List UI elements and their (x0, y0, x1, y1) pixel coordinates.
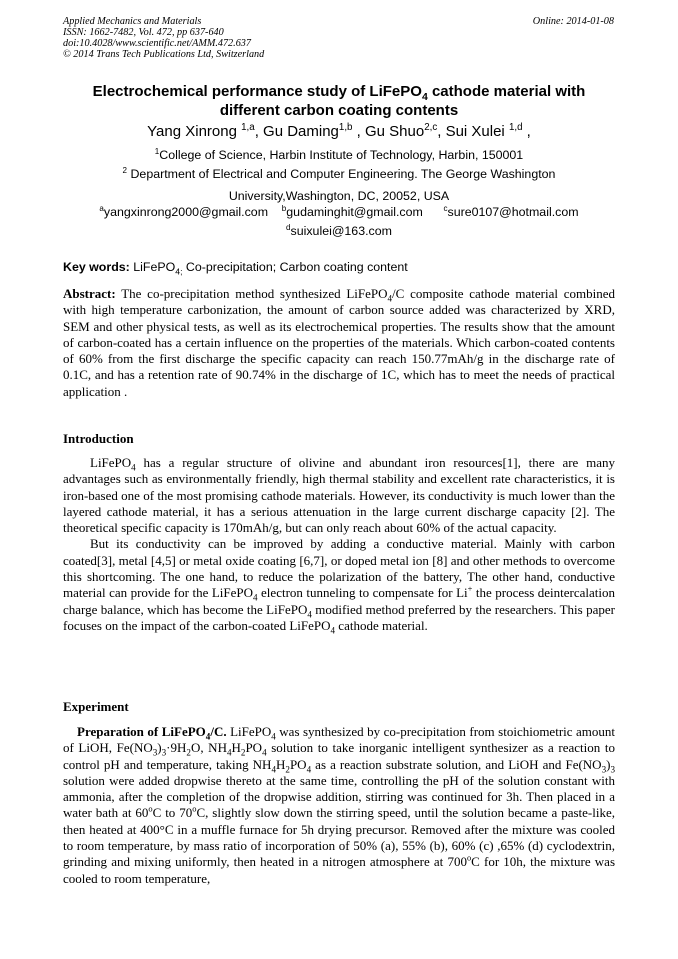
author-name: Yang Xinrong (147, 123, 237, 140)
affiliation-1: $^1$College of Science, Harbin Institute of Technology, Harbin, 150001 (154, 146, 524, 162)
author-name: Sui Xulei (445, 123, 505, 140)
issn-line: ISSN: 1662-7482, Vol. 472, pp 637-640 (63, 27, 224, 38)
email-c: sure0107@hotmail.com (447, 205, 579, 219)
introduction-heading: Introduction (63, 431, 134, 446)
keywords: Key words: LiFePO$_{4;}$ Co-precipitation; Carbon coating content (63, 260, 408, 277)
email-list: $^a$yangxinrong2000@gmail.com $^b$gudaminghit@gmail.com $^c$sure0107@hotmail.com (99, 203, 579, 219)
email-list-line-2: $^d$suixulei@163.com (286, 222, 392, 238)
author-name: Gu Shuo (364, 123, 425, 140)
intro-paragraph-2: But its conductivity can be improved by adding a conductive material. Mainly with carbon coated[3], metal [4,5] or metal oxide coating [6,7], or doped metal ion [8] and other methods to overcome this shortcoming. The one hand, to reduce the polarization of the battery, The other hand, conductive material can provide for the LiFePO$_4$ electron tunneling to compensate for Li+ the process deintercalation charge balance, which has become the LiFePO$_4$ modified method preferred by the researchers. This paper focuses on the impact of the carbon-coated LiFePO$_4$ cathode material. (63, 536, 616, 636)
intro-paragraph-1: LiFePO$_4$ has a regular structure of olivine and abundant iron resources[1], there are many advantages such as environmentally friendly, high thermal stability and excellent rate characteristics, it is iron-based one of the most promising cathode materials. However, its conductivity is much lower than the layered cathode material, it has a serious attenuation in the large current discharge capacity [2]. The theoretical specific capacity is 170mAh/g, but can only reach about 60% of the actual capacity. (63, 455, 615, 536)
author-name: Gu Daming (263, 123, 339, 140)
experiment-paragraph: Preparation of LiFePO$_4$/C. LiFePO$_4$ was synthesized by co-precipitation from stoichiometric amount of LiOH, $Fe(NO_3)_3\cdot 9H_2O$, $NH_4H_2PO_4$ solution to take inorganic intelligent synthesizer as a reaction to control pH and temperature, taking $NH_4H_2PO_4$ as a reaction substrate solution, and LiOH and $Fe(NO_3)_3$ solution were added dropwise thereto at the same time, controlling the pH of the solution constant with ammonia, after the completion of the dropwise addition, stirring was continued for 3h. Then placed in a water bath at 60$^o$C to 70$^o$C, slightly slow down the stirring speed, until the solution became a paste-like, then heated at 400°C in a muffle furnace for 5h drying precursor. Removed after the mixture was cooled to room temperature, by mass ratio of incorporation of 50% (a), 55% (b), 60% (c) ,65% (d) cyclodextrin, grinding and mixing uniformly, then heated in a nitrogen atmosphere at 700$^o$C for 10h, the mixture was cooled to room temperature, (63, 724, 616, 886)
introduction-body (63, 455, 615, 634)
subsection-title: Preparation of LiFePO$_4$/C. (77, 724, 227, 742)
online-date: Online: 2014-01-08 (532, 16, 614, 27)
email-d: suixulei@163.com (290, 224, 392, 238)
keywords-label: Key words: (63, 260, 130, 274)
journal-name: Applied Mechanics and Materials (63, 16, 202, 27)
copyright-line: © 2014 Trans Tech Publications Ltd, Switzerland (63, 49, 265, 60)
abstract-label: Abstract: (63, 286, 116, 301)
experiment-heading: Experiment (63, 699, 129, 714)
doi-line: doi:10.4028/www.scientific.net/AMM.472.637 (63, 38, 251, 49)
email-b: gudaminghit@gmail.com (286, 205, 423, 219)
author-list: Yang Xinrong $^{1,a}$, Gu Daming$^{1,b}$ , Gu Shuo$^{2,c}$, Sui Xulei $^{1,d}$ , (147, 122, 531, 140)
affiliation-2-line-2: University,Washington, DC, 20052, USA (228, 189, 450, 203)
experiment-body (63, 724, 615, 887)
affiliation-2: $^2$ Department of Electrical and Computer Engineering. The George Washington (122, 165, 556, 181)
title-line-2: different carbon coating contents (219, 102, 459, 119)
title-line-1: Electrochemical performance study of LiFePO$_4$ cathode material with (92, 83, 586, 103)
abstract: Abstract: The co-precipitation method synthesized LiFePO$_4$/C composite cathode material combined with high temperature carbonization, the amount of carbon source added was characterized by XRD, SEM and other physical tests, as well as its electrochemical properties. The results show that the amount of carbon-coated has a certain influence on the properties of the materials. Which carbon-coated contents of 60% from the first discharge the specific capacity can reach 150.77mAh/g in the discharge rate of 0.1C, and has a retention rate of 90.74% in the discharge of 1C, which has to meet the needs of practical application . (63, 286, 615, 399)
paper-title (63, 82, 615, 120)
email-a: yangxinrong2000@gmail.com (103, 205, 269, 219)
journal-header (63, 16, 264, 60)
